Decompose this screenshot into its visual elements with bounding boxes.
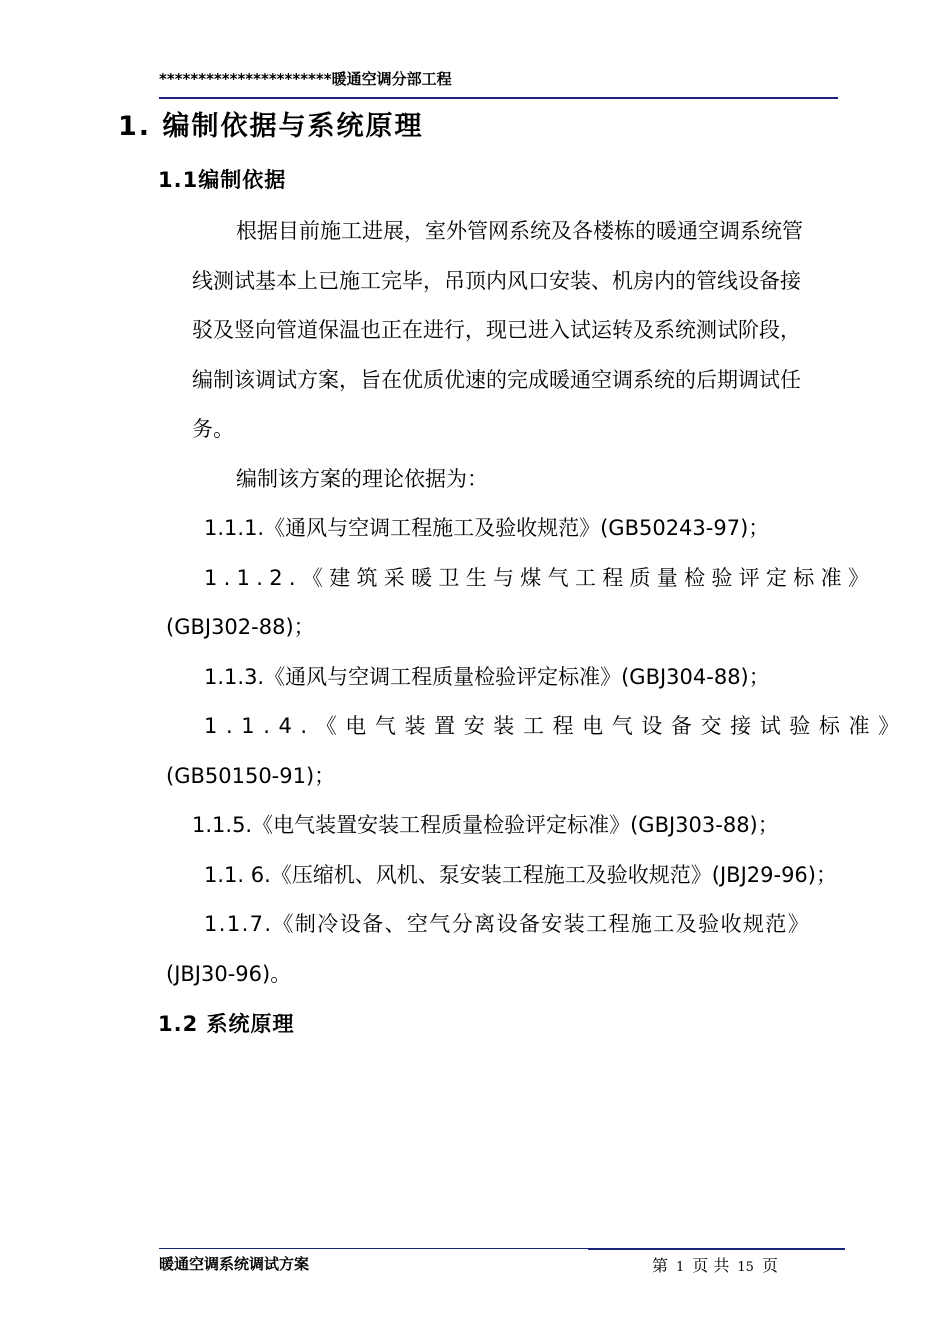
page-mid: 页 共 xyxy=(692,1256,730,1275)
running-header: **********************暖通空调分部工程 xyxy=(159,70,452,88)
paragraph-line-5: 务。 xyxy=(192,417,234,441)
reference-4-text: 1.1.4.《电气装置安装工程电气设备交接试验标准》 xyxy=(204,714,908,738)
reference-7-line-2: (JBJ30-96)。 xyxy=(166,962,292,986)
reference-2-text: 1.1.2.《建筑采暖卫生与煤气工程质量检验评定标准》 xyxy=(204,566,876,590)
reference-2-line-2: (GBJ302-88)； xyxy=(166,615,315,639)
reference-5: 1.1.5.《电气装置安装工程质量检验评定标准》(GBJ303-88)； xyxy=(192,813,779,837)
references-intro: 编制该方案的理论依据为： xyxy=(236,467,488,491)
footer-rule-accent xyxy=(588,1248,845,1250)
reference-7-text: 1.1.7.《制冷设备、空气分离设备安装工程施工及验收规范》 xyxy=(204,912,811,936)
paragraph-line-4: 编制该调试方案，旨在优质优速的完成暖通空调系统的后期调试任 xyxy=(192,368,801,392)
paragraph-line-2: 线测试基本上已施工完毕，吊顶内风口安装、机房内的管线设备接 xyxy=(192,269,801,293)
section-heading-1-2: 1.2 系统原理 xyxy=(158,1012,295,1036)
page-indicator xyxy=(652,1253,778,1276)
footer-doc-title: 暖通空调系统调试方案 xyxy=(159,1255,310,1273)
page-current: 1 xyxy=(676,1260,685,1275)
reference-4-line-1 xyxy=(204,710,908,740)
reference-6: 1.1. 6.《压缩机、风机、泵安装工程施工及验收规范》(JBJ29-96)； xyxy=(204,863,837,887)
reference-4-line-2: (GB50150-91)； xyxy=(166,764,336,788)
paragraph-line-3: 驳及竖向管道保温也正在进行，现已进入试运转及系统测试阶段， xyxy=(192,318,801,342)
reference-3: 1.1.3.《通风与空调工程质量检验评定标准》(GBJ304-88)； xyxy=(204,665,770,689)
section-heading-1-1: 1.1编制依据 xyxy=(158,168,287,192)
header-rule xyxy=(159,97,838,99)
paragraph-line-1: 根据目前施工进展，室外管网系统及各楼栋的暖通空调系统管 xyxy=(236,219,803,243)
chapter-heading: 1. 编制依据与系统原理 xyxy=(118,111,424,142)
reference-1: 1.1.1.《通风与空调工程施工及验收规范》(GB50243-97)； xyxy=(204,516,770,540)
page-total: 15 xyxy=(737,1260,754,1275)
reference-2-line-1 xyxy=(204,562,876,592)
page-prefix: 第 xyxy=(652,1256,669,1275)
page-suffix: 页 xyxy=(761,1256,778,1275)
reference-7-line-1 xyxy=(204,908,810,938)
